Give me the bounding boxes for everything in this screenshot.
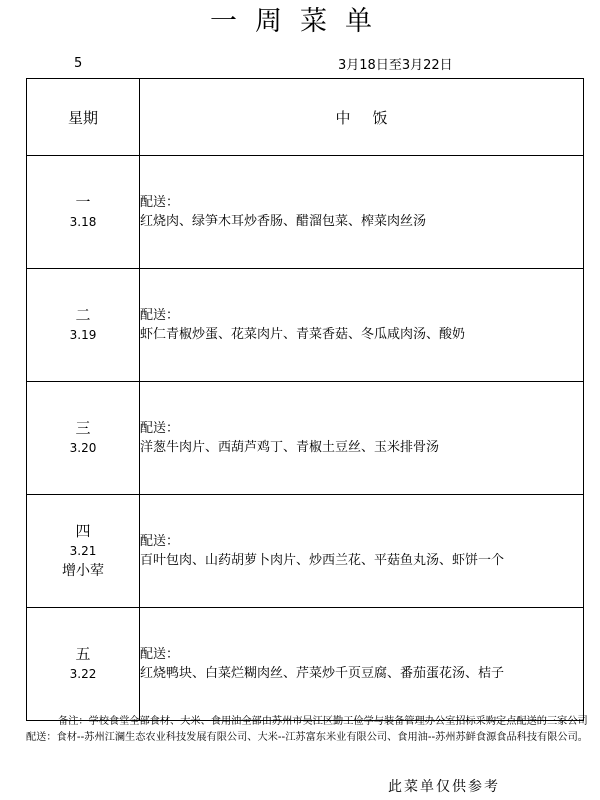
header-lunch <box>140 79 584 156</box>
date-range: 3月18日至3月22日 <box>338 58 453 73</box>
dishes-text: 洋葱牛肉片、西葫芦鸡丁、青椒土豆丝、玉米排骨汤 <box>140 440 440 455</box>
day-cell <box>27 495 140 608</box>
day-name: 二 <box>75 306 91 324</box>
day-name: 四 <box>75 522 91 540</box>
day-name: 一 <box>75 193 91 211</box>
table-row <box>27 495 584 608</box>
day-date: 3.19 <box>69 328 97 342</box>
week-number: 5 <box>74 56 83 71</box>
header-day: 星期 <box>27 79 140 156</box>
meal-cell <box>140 156 584 269</box>
dishes-text: 红烧肉、绿笋木耳炒香肠、醋溜包菜、榨菜肉丝汤 <box>140 214 427 229</box>
meal-cell <box>140 608 584 721</box>
table-row <box>27 382 584 495</box>
day-name: 五 <box>75 645 91 663</box>
day-note: 增小荤 <box>62 563 104 579</box>
day-date: 3.22 <box>69 667 97 681</box>
day-date: 3.21 <box>69 544 97 558</box>
footnote: 备注：学校食堂全部食材、大米、食用油全部由苏州市吴江区勤工俭学与装备管理办公室招标采购定点配送的三家公司配送：食材--苏州江澜生态农业科技发展有限公司、大米--江苏富东米业有限公司、食用油--苏州苏鲜食源食品科技有限公司。 <box>26 716 588 743</box>
table-row <box>27 608 584 721</box>
table-header-row <box>27 79 584 156</box>
meal-cell <box>140 382 584 495</box>
day-cell <box>27 608 140 721</box>
dishes-text: 虾仁青椒炒蛋、花菜肉片、青菜香菇、冬瓜咸肉汤、酸奶 <box>140 327 466 342</box>
delivery-label: 配送： <box>140 421 180 436</box>
delivery-label: 配送： <box>140 647 180 662</box>
day-name: 三 <box>75 419 91 437</box>
meal-cell <box>140 495 584 608</box>
meal-cell <box>140 269 584 382</box>
day-cell <box>27 156 140 269</box>
weekly-menu-table <box>26 78 584 721</box>
page-title: 一周菜单 <box>210 6 390 37</box>
table-row <box>27 269 584 382</box>
dishes-text: 红烧鸭块、白菜烂糊肉丝、芹菜炒千页豆腐、番茄蛋花汤、桔子 <box>140 666 505 681</box>
reference-note: 此菜单仅供参考 <box>388 779 500 795</box>
day-cell <box>27 382 140 495</box>
delivery-label: 配送： <box>140 308 180 323</box>
header-lunch-label: 中饭 <box>335 108 410 127</box>
dishes-text: 百叶包肉、山药胡萝卜肉片、炒西兰花、平菇鱼丸汤、虾饼一个 <box>140 553 505 568</box>
delivery-label: 配送： <box>140 534 180 549</box>
table-row <box>27 156 584 269</box>
delivery-label: 配送： <box>140 195 180 210</box>
day-date: 3.18 <box>69 215 97 229</box>
day-cell <box>27 269 140 382</box>
day-date: 3.20 <box>69 441 97 455</box>
